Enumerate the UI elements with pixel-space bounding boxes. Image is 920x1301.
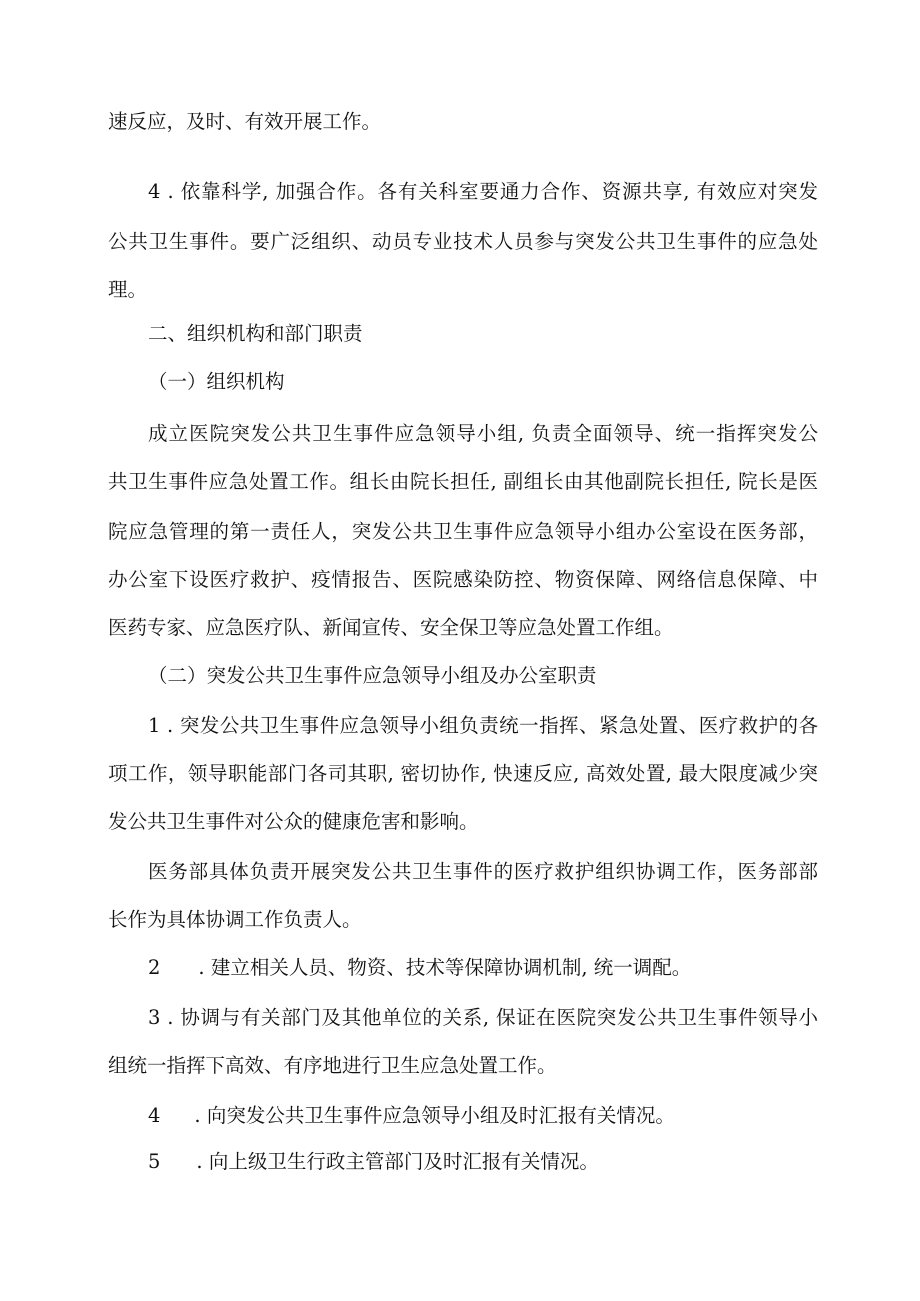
paragraph-line: 办公室下设医疗救护、疫情报告、医院感染防控、物资保障、网络信息保障、中 — [108, 568, 818, 591]
paragraph-line: 发公共卫生事件对公众的健康危害和影响。 — [108, 810, 479, 833]
paragraph-line: 医务部具体负责开展突发公共卫生事件的医疗救护组织协调工作，医务部部 — [148, 860, 818, 883]
list-item-text: . 向突发公共卫生事件应急领导小组及时汇报有关情况。 — [194, 1104, 675, 1127]
list-number: 2 — [148, 956, 161, 979]
list-number: 4 — [148, 1104, 161, 1127]
paragraph-line: 公共卫生事件。要广泛组织、动员专业技术人员参与突发公共卫生事件的应急处 — [108, 230, 818, 253]
list-item-text: . 建立相关人员、物资、技术等保障协调机制, 统一调配。 — [198, 956, 692, 979]
subsection-heading: （二）突发公共卫生事件应急领导小组及办公室职责 — [148, 664, 597, 687]
paragraph-line: 速反应，及时、有效开展工作。 — [108, 110, 382, 133]
paragraph-line: 长作为具体协调工作负责人。 — [108, 908, 362, 931]
paragraph-line: 成立医院突发公共卫生事件应急领导小组, 负责全面领导、统一指挥突发公 — [148, 422, 818, 445]
list-number: 5 — [148, 1150, 161, 1173]
list-item — [148, 954, 818, 982]
list-item — [148, 1148, 818, 1176]
paragraph-line: 4 . 依靠科学, 加强合作。各有关科室要通力合作、资源共享, 有效应对突发 — [148, 180, 818, 203]
paragraph-line: 医药专家、应急医疗队、新闻宣传、安全保卫等应急处置工作组。 — [108, 616, 674, 639]
list-item-text: . 向上级卫生行政主管部门及时汇报有关情况。 — [196, 1150, 599, 1173]
paragraph-line: 3 . 协调与有关部门及其他单位的关系, 保证在医院突发公共卫生事件领导小 — [148, 1006, 818, 1029]
paragraph-line: 项工作，领导职能部门各司其职, 密切协作, 快速反应, 高效处置, 最大限度减少突 — [108, 762, 818, 785]
paragraph-line: 1 . 突发公共卫生事件应急领导小组负责统一指挥、紧急处置、医疗救护的各 — [148, 714, 818, 737]
section-heading: 二、组织机构和部门职责 — [148, 322, 363, 345]
paragraph-line: 共卫生事件应急处置工作。组长由院长担任, 副组长由其他副院长担任, 院长是医 — [108, 470, 818, 493]
paragraph-line: 院应急管理的第一责任人，突发公共卫生事件应急领导小组办公室设在医务部， — [108, 520, 818, 543]
list-item — [148, 1102, 818, 1130]
paragraph-line: 理。 — [108, 278, 148, 301]
paragraph-line: 组统一指挥下高效、有序地进行卫生应急处置工作。 — [108, 1054, 557, 1077]
subsection-heading: （一）组织机构 — [148, 370, 285, 393]
